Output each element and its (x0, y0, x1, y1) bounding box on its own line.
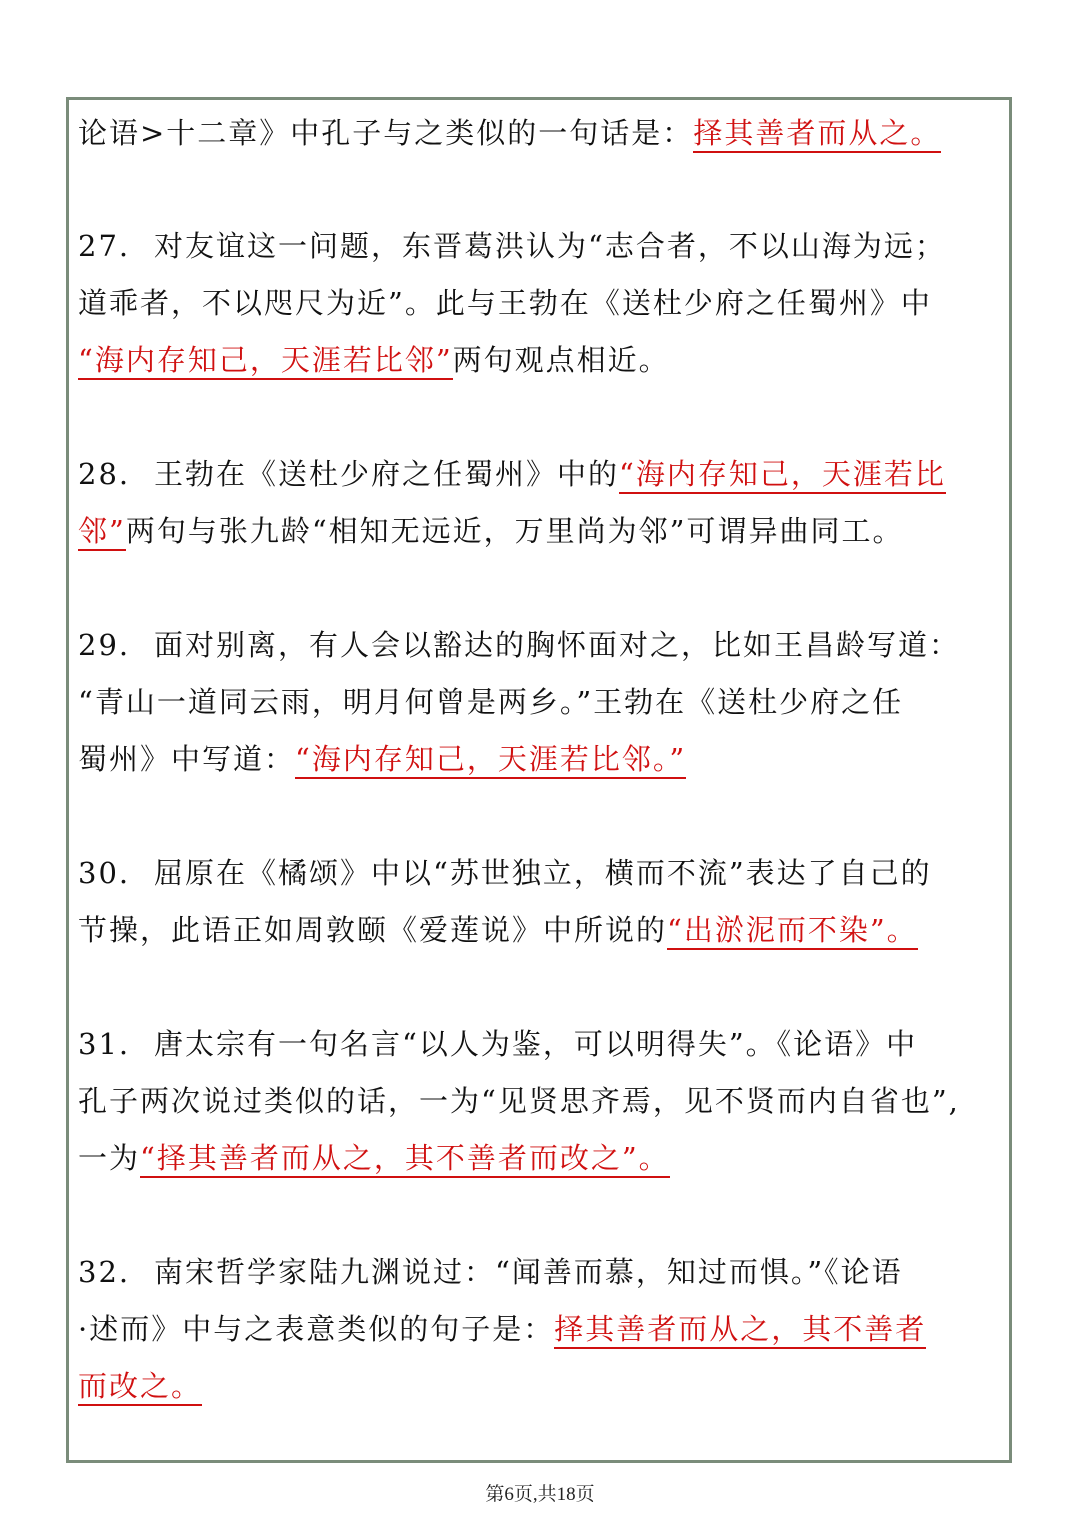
item-29-line-3-text: 蜀州》中写道： (78, 742, 296, 776)
item-31-number: 31. (78, 1027, 131, 1061)
item-26-line-1-text: 论语>十二章》中孔子与之类似的一句话是： (78, 116, 694, 150)
item-27-line-1-text: 对友谊这一问题，东晋葛洪认为“志合者，不以山海为远； (154, 229, 946, 263)
item-30-line-2-text: 节操，此语正如周敦颐《爱莲说》中所说的 (78, 913, 668, 947)
item-28-line-1 (78, 445, 946, 503)
item-31-line-1-text: 唐太宗有一句名言“以人为鉴，可以明得失”。《论语》中 (154, 1027, 918, 1061)
item-27-line-2-text: 道乖者，不以咫尺为近”。此与王勃在《送杜少府之任蜀州》中 (78, 286, 932, 320)
item-32-line-2-text: ·述而》中与之表意类似的句子是： (78, 1312, 555, 1346)
item-30-line-1-text: 屈原在《橘颂》中以“苏世独立，横而不流”表达了自己的 (154, 856, 932, 890)
item-31-line-2 (78, 1072, 960, 1130)
item-29-answer: “海内存知己，天涯若比邻。” (295, 742, 686, 779)
item-30-line-1 (78, 844, 932, 902)
item-32-line-3 (78, 1357, 202, 1415)
item-32-line-1-text: 南宋哲学家陆九渊说过：“闻善而慕，知过而惧。”《论语 (154, 1255, 903, 1289)
item-27-number: 27. (78, 229, 131, 263)
item-32-number: 32. (78, 1255, 131, 1289)
item-26-answer: 择其善者而从之。 (693, 116, 941, 153)
item-29-line-3 (78, 730, 686, 788)
item-31-line-1 (78, 1015, 917, 1073)
item-27-line-1 (78, 217, 946, 275)
item-27-answer: “海内存知己，天涯若比邻” (78, 343, 453, 380)
item-30-number: 30. (78, 856, 131, 890)
item-28-line-1-text: 王勃在《送杜少府之任蜀州》中的 (154, 457, 620, 491)
item-30-answer: “出淤泥而不染”。 (667, 913, 918, 950)
item-32-line-1 (78, 1243, 903, 1301)
item-26-line-1 (78, 104, 941, 162)
item-27-line-2 (78, 274, 932, 332)
page-number-footer: 第6页,共18页 (485, 1484, 595, 1505)
item-29-line-2 (78, 673, 903, 731)
item-28-line-2 (78, 502, 903, 560)
item-31-line-3 (78, 1129, 670, 1187)
item-32-answer-part-1: 择其善者而从之，其不善者 (554, 1312, 926, 1349)
item-28-number: 28. (78, 457, 131, 491)
item-30-line-2 (78, 901, 918, 959)
item-29-line-2-text: “青山一道同云雨，明月何曾是两乡。”王勃在《送杜少府之任 (78, 685, 904, 719)
item-28-line-2-text: 两句与张九龄“相知无远近，万里尚为邻”可谓异曲同工。 (125, 514, 904, 548)
item-29-line-1 (78, 616, 960, 674)
item-29-line-1-text: 面对别离，有人会以豁达的胸怀面对之，比如王昌龄写道： (154, 628, 961, 662)
item-32-line-2 (78, 1300, 926, 1358)
item-28-answer-part-2: 邻” (78, 514, 126, 551)
item-27-line-3 (78, 331, 670, 389)
item-28-answer-part-1: “海内存知己，天涯若比 (619, 457, 946, 494)
item-29-number: 29. (78, 628, 131, 662)
item-31-line-3-text: 一为 (78, 1141, 141, 1175)
item-31-answer: “择其善者而从之，其不善者而改之”。 (140, 1141, 670, 1178)
item-27-line-3-text: 两句观点相近。 (452, 343, 670, 377)
item-31-line-2-text: 孔子两次说过类似的话，一为“见贤思齐焉，见不贤而内自省也”, (78, 1084, 960, 1118)
item-32-answer-part-2: 而改之。 (78, 1369, 202, 1406)
